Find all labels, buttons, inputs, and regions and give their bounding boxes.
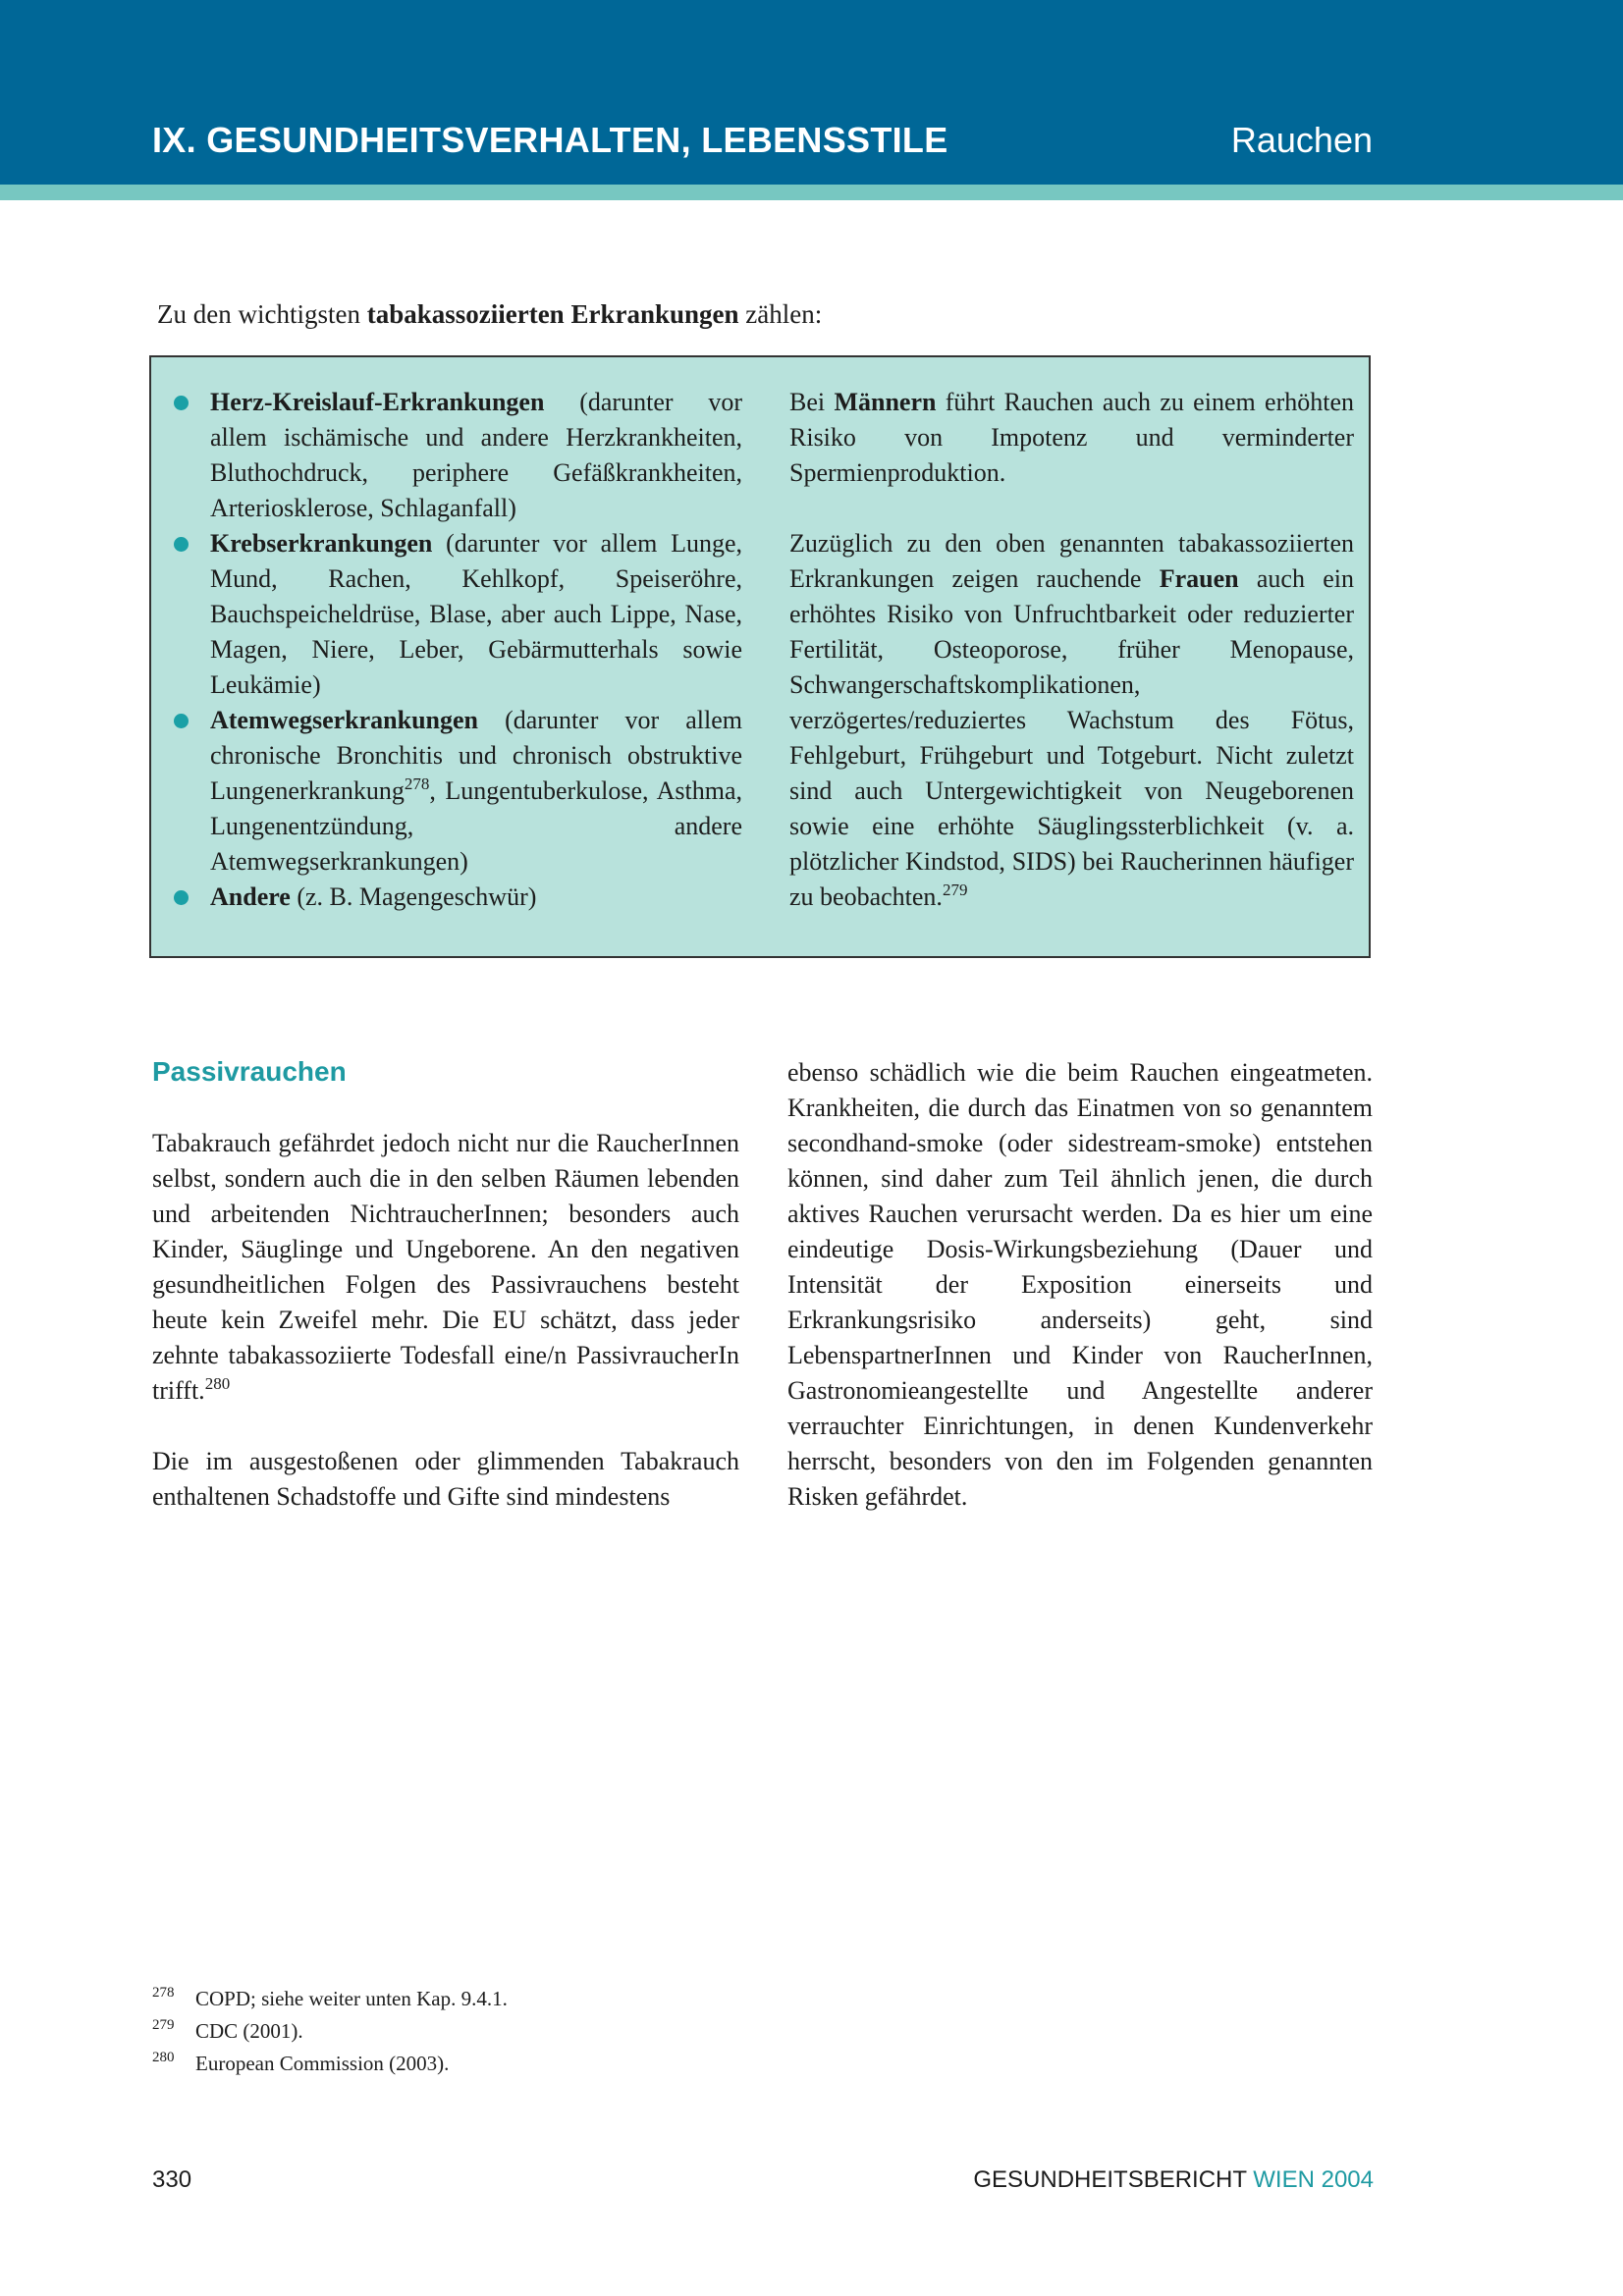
footnote-text: European Commission (2003). [195, 2052, 450, 2075]
body-paragraph: ebenso schädlich wie die beim Rauchen eingeatmeten. Krankheiten, die durch das Einatmen von so genanntem secondhand-smoke (oder sidestream-smoke) entstehen können, sind daher zum Teil ähnlich jenen, die durch aktives Rauchen verursacht werden. Da es hier um eine eindeutige Dosis-Wirkungsbeziehung (Dauer und Intensität der Exposition einerseits und Erkrankungsrisiko anderseits) geht, sind LebenspartnerInnen und Kinder von RaucherInnen, Gastronomieangestellte und Angestellte anderer verrauchter Einrichtungen, in denen Kundenverkehr herrscht, besonders von den im Folgenden genannten Risken gefährdet. [787, 1058, 1373, 1511]
body-column-right [787, 1055, 1373, 1515]
footnote-number: 279 [152, 2017, 175, 2033]
footnote-number: 278 [152, 1985, 175, 2001]
footnote-number: 280 [152, 2050, 175, 2065]
men-paragraph [789, 385, 1354, 491]
footnotes [152, 1983, 1036, 2080]
list-item-title: Atemwegserkrankungen [210, 706, 478, 734]
intro-text-before: Zu den wichtigsten [157, 299, 367, 329]
list-item [210, 385, 742, 526]
list-item-text: (darunter vor allem Lunge, Mund, Rachen, Kehlkopf, Speiseröhre, Bauchspeicheldrüse, Blase, aber auch Lippe, Nase, Magen, Niere, Leber, Gebärmutterhals sowie Leukämie) [210, 529, 742, 699]
women-bold: Frauen [1159, 564, 1239, 593]
footnote-ref[interactable]: 278 [404, 774, 430, 793]
men-text-before: Bei [789, 388, 835, 416]
bullet-icon [174, 890, 189, 905]
list-item-title: Herz-Kreislauf-Erkrankungen [210, 388, 545, 416]
women-text-after: auch ein erhöhtes Risiko von Unfruchtbarkeit oder reduzierter Fertilität, Osteoporose, früher Menopause, Schwangerschaftskomplikationen, verzögertes/reduziertes Wachstum des Fötus, Fehlgeburt, Frühgeburt und Totgeburt. Nicht zuletzt sind auch Untergewichtigkeit von Neugeborenen sowie eine erhöhte Säuglingssterblichkeit (v. a. plötzlicher Kindstod, SIDS) bei Raucherinnen häufiger zu beobachten. [789, 564, 1354, 911]
body-paragraph: Die im ausgestoßenen oder glimmenden Tabakrauch enthaltenen Schadstoffe und Gifte sind mindestens [152, 1447, 739, 1511]
gender-notes-column [789, 385, 1354, 915]
bullet-icon [174, 714, 189, 728]
list-item-title: Andere [210, 882, 291, 911]
list-item-text: (darunter vor allem chronische Bronchitis und chronisch obstruktive Lungenerkrankung [210, 706, 742, 805]
page-header [0, 0, 1623, 185]
list-item [210, 880, 742, 915]
report-title-accent: WIEN 2004 [1253, 2166, 1374, 2193]
diseases-list-column [210, 385, 742, 915]
footnote-text: CDC (2001). [195, 2019, 303, 2043]
women-text-before: Zuzüglich zu den oben genannten tabakassoziierten Erkrankungen zeigen rauchende [789, 529, 1354, 593]
list-item-text-continued: , Lungentuberkulose, Asthma, Lungenentzündung, andere Atemwegserkrankungen) [210, 776, 742, 876]
section-heading-passivrauchen: Passivrauchen [152, 1056, 347, 1087]
body-paragraph [152, 1126, 739, 1409]
footnote-ref[interactable]: 279 [942, 881, 968, 899]
footnote [152, 2015, 1036, 2048]
list-item-title: Krebserkrankungen [210, 529, 433, 558]
intro-bold: tabakassoziierten Erkrankungen [366, 299, 739, 329]
paragraph-text: Tabakrauch gefährdet jedoch nicht nur die RaucherInnen selbst, sondern auch die in den selben Räumen lebenden und arbeitenden NichtraucherInnen; besonders auch Kinder, Säuglinge und Ungeborene. An den negativen gesundheitlichen Folgen des Passivrauchens besteht heute kein Zweifel mehr. Die EU schätzt, dass jeder zehnte tabakassoziierte Todesfall eine/n PassivraucherIn trifft. [152, 1129, 739, 1405]
list-item [210, 526, 742, 703]
footnote [152, 1983, 1036, 2015]
list-item-text: (z. B. Magengeschwür) [290, 882, 537, 911]
women-paragraph [789, 526, 1354, 915]
chapter-title: IX. GESUNDHEITSVERHALTEN, LEBENSSTILE [152, 120, 948, 160]
footnote [152, 2048, 1036, 2080]
section-title: Rauchen [1230, 120, 1373, 160]
list-item-text: (darunter vor allem ischämische und andere Herzkrankheiten, Bluthochdruck, periphere Gefäßkrankheiten, Arteriosklerose, Schlaganfall) [210, 388, 742, 522]
footnote-text: COPD; siehe weiter unten Kap. 9.4.1. [195, 1987, 508, 2010]
header-stripe [0, 185, 1623, 200]
report-title [973, 2166, 1374, 2194]
bullet-icon [174, 396, 189, 410]
list-item [210, 703, 742, 880]
footnote-ref[interactable]: 280 [204, 1374, 231, 1393]
intro-sentence [157, 299, 822, 330]
men-bold: Männern [834, 388, 937, 416]
diseases-box [149, 355, 1371, 958]
bullet-icon [174, 537, 189, 552]
page-number: 330 [152, 2166, 192, 2193]
body-column-left [152, 1126, 739, 1515]
diseases-list [210, 385, 742, 915]
report-title-main: GESUNDHEITSBERICHT [973, 2166, 1254, 2193]
intro-text-after: zählen: [738, 299, 823, 329]
men-text-after: führt Rauchen auch zu einem erhöhten Risiko von Impotenz und verminderter Spermienproduktion. [789, 388, 1354, 487]
